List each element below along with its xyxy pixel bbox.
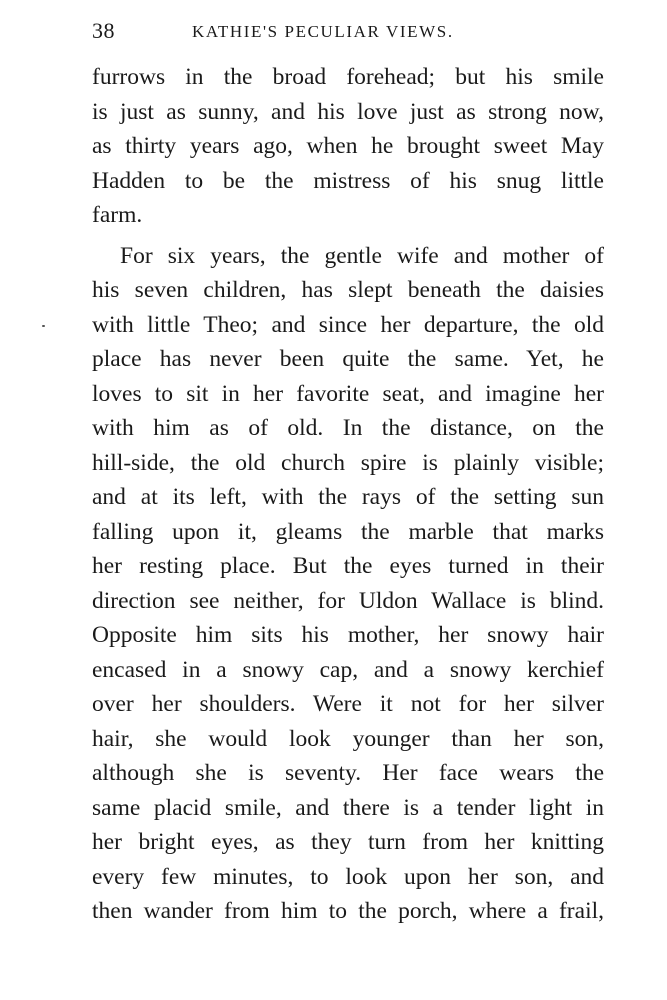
text-line: Hadden to be the mistress of his snug little [92,167,604,194]
text-line: place has never been quite the same. Yet, he [92,346,604,372]
text-line: direction see neither, for Uldon Wallace is blind. [92,587,604,614]
paragraph-1 [92,60,604,233]
text-line: with him as of old. In the distance, on the [92,415,604,441]
text-line: furrows in the broad forehead; but his smile [92,64,604,90]
text-line: is just as sunny, and his love just as strong now, [92,98,604,125]
text-line: falling upon it, gleams the marble that marks [92,518,604,545]
text-line: farm. [92,202,143,228]
text-line: same placid smile, and there is a tender light in [92,794,604,821]
running-title: KATHIE'S PECULIAR VIEWS. [192,22,454,41]
page-header [92,16,602,50]
print-speck [42,325,45,327]
text-line: hair, she would look younger than her son, [92,725,604,752]
text-line: encased in a snowy cap, and a snowy kerchief [92,656,604,683]
text-line: then wander from him to the porch, where a frail, [92,898,604,924]
text-line: and at its left, with the rays of the setting sun [92,484,604,510]
text-line: every few minutes, to look upon her son, and [92,863,604,890]
text-line: Opposite him sits his mother, her snowy hair [92,622,604,648]
text-line: loves to sit in her favorite seat, and imagine her [92,380,604,407]
text-line: although she is seventy. Her face wears the [92,760,604,786]
text-line: over her shoulders. Were it not for her silver [92,691,604,717]
body-text [92,60,604,929]
text-line: as thirty years ago, when he brought sweet May [92,133,604,159]
text-line: hill-side, the old church spire is plainly visible; [92,449,604,476]
text-line: with little Theo; and since her departure, the old [92,311,604,338]
page-number: 38 [92,18,115,43]
text-line: her resting place. But the eyes turned in their [92,553,604,579]
paragraph-2 [92,239,604,929]
text-line: her bright eyes, as they turn from her knitting [92,829,604,855]
text-line: For six years, the gentle wife and mother of [120,242,604,269]
text-line: his seven children, has slept beneath the daisies [92,277,604,303]
